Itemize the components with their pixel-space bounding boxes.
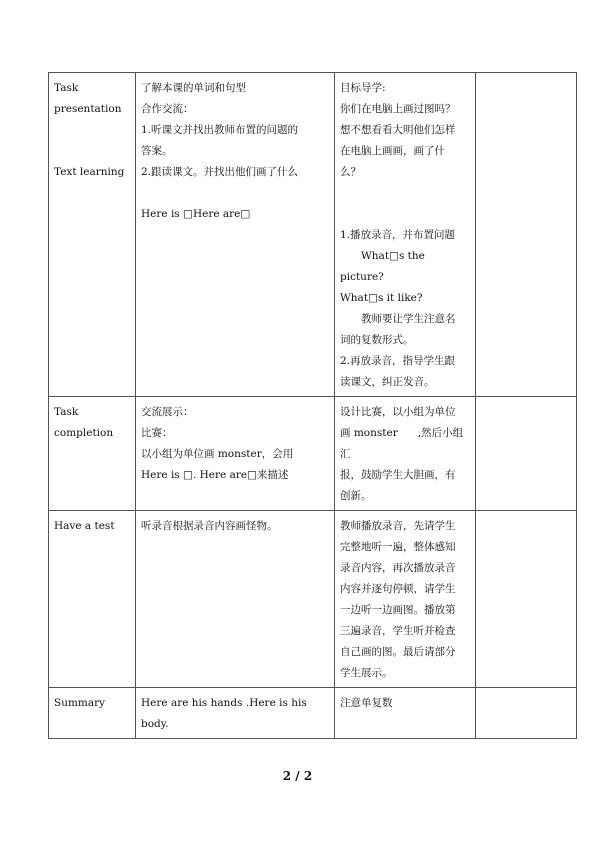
empty-cell [476, 397, 577, 511]
guide-cell [335, 511, 476, 688]
guide-cell [335, 397, 476, 511]
guide-line: 你们在电脑上画过图吗？ [340, 103, 456, 115]
guide-line: 完整地听一遍，整体感知 [340, 541, 456, 553]
guide-line: 教师要让学生注意名 [361, 313, 456, 325]
table-row [49, 511, 577, 688]
guide-line: 1.播放录音，并布置问题 [340, 229, 456, 241]
activity-line: 1.听课文并找出教师布置的问题的 [141, 124, 299, 136]
guide-line: 在电脑上画画，画了什 [340, 145, 445, 157]
activity-line: Here are his hands .Here is his body. [141, 697, 311, 730]
guide-line: 么？ [340, 166, 361, 178]
empty-cell [476, 688, 577, 739]
activity-line: 了解本课的单词和句型 [141, 82, 246, 94]
page-number: 2 / 2 [282, 769, 313, 783]
activity-cell [136, 511, 335, 688]
guide-line: 词的复数形式。 [340, 334, 414, 346]
activity-line: 以小组为单位画 monster，会用 [141, 448, 294, 460]
stage-label: completion [54, 427, 114, 439]
empty-cell [476, 73, 577, 397]
lesson-plan-table [48, 72, 577, 739]
stage-label: Text learning [54, 166, 125, 178]
stage-cell [49, 688, 136, 739]
guide-line: 2.再放录音，指导学生跟 [340, 355, 456, 367]
guide-line: 一边听一边画图。播放第 [340, 604, 456, 616]
empty-cell [476, 511, 577, 688]
activity-line: 2.跟读课文。并找出他们画了什么 [141, 166, 299, 178]
activity-line: Here is □Here are□ [141, 208, 251, 220]
guide-line: 自己画的图。最后请部分 [340, 646, 456, 658]
stage-label: presentation [54, 103, 122, 115]
guide-line: What□s the picture? [340, 250, 429, 283]
guide-line: 报，鼓励学生大胆画，有 [340, 469, 456, 481]
guide-line: 注意单复数 [340, 697, 393, 709]
guide-line: 画 monster ,然后小组汇 [340, 427, 464, 460]
guide-line: 学生展示。 [340, 667, 393, 679]
activity-line: 答案。 [141, 145, 173, 157]
table-row [49, 688, 577, 739]
stage-label: Summary [54, 697, 106, 709]
activity-line: 交流展示： [141, 406, 194, 418]
activity-line: Here is □. Here are□来描述 [141, 469, 289, 481]
guide-line: What□s it like? [340, 292, 423, 304]
table-row [49, 397, 577, 511]
guide-line: 教师播放录音，先请学生 [340, 520, 456, 532]
stage-cell [49, 73, 136, 397]
stage-cell [49, 397, 136, 511]
guide-line: 创新。 [340, 490, 372, 502]
activity-cell [136, 73, 335, 397]
activity-line: 听录音根据录音内容画怪物。 [141, 520, 278, 532]
guide-cell [335, 73, 476, 397]
guide-line: 三遍录音，学生听并检查 [340, 625, 456, 637]
activity-cell [136, 688, 335, 739]
stage-label: Task [54, 82, 79, 94]
stage-label: Task [54, 406, 79, 418]
guide-line: 想不想看看大明他们怎样 [340, 124, 456, 136]
guide-line: 设计比赛，以小组为单位 [340, 406, 456, 418]
guide-line: 读课文，纠正发音。 [340, 376, 435, 388]
stage-cell [49, 511, 136, 688]
table-row [49, 73, 577, 397]
guide-line: 录音内容，再次播放录音 [340, 562, 456, 574]
activity-line: 比赛： [141, 427, 173, 439]
activity-cell [136, 397, 335, 511]
stage-label: Have a test [54, 520, 115, 532]
guide-line: 内容并逐句停顿，请学生 [340, 583, 456, 595]
activity-line: 合作交流： [141, 103, 194, 115]
guide-cell [335, 688, 476, 739]
guide-line: 目标导学: [340, 82, 386, 94]
